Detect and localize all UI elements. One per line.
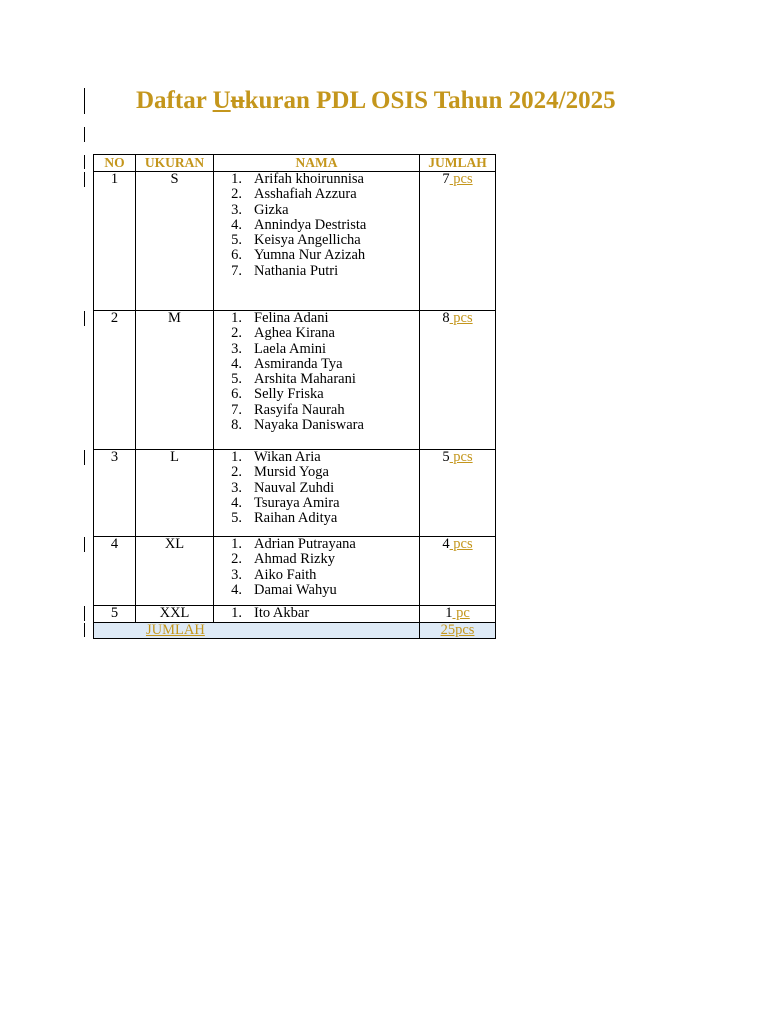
total-value: 25pcs [440,622,475,638]
row-unit: pcs [449,171,473,187]
names-list [214,311,419,433]
list-item [214,372,419,387]
list-item-name: Ito Akbar [254,605,310,621]
list-item-number: 2. [231,551,242,568]
list-item-name: Aiko Faith [254,566,317,583]
list-item-number: 7. [231,262,242,279]
list-item-name: Asshafiah Azzura [254,186,357,203]
change-bar [84,450,85,465]
list-item [214,496,419,511]
list-item-name: Annindya Destrista [254,216,367,233]
change-bar [84,155,85,169]
row-count: 1 [445,605,453,621]
list-item-name: Nathania Putri [254,262,339,279]
row-size: L [136,450,214,537]
list-item [214,403,419,418]
list-item-number: 5. [231,371,242,388]
header-row [94,155,496,172]
list-item-number: 5. [231,510,242,527]
row-number: 3 [94,450,136,537]
list-item-name: Yumna Nur Azizah [254,247,366,264]
list-item-number: 8. [231,417,242,434]
change-bar [84,537,85,552]
list-item-number: 4. [231,355,242,372]
list-item [214,387,419,402]
total-value-cell [420,623,496,639]
table-row [94,606,496,623]
list-item-number: 1. [231,171,242,187]
list-item [214,233,419,248]
change-bar [84,172,85,187]
row-number: 1 [94,172,136,311]
list-item-name: Mursid Yoga [254,464,329,481]
names-list [214,537,419,598]
list-item-name: Selly Friska [254,386,324,403]
table-row [94,172,496,311]
list-item [214,203,419,218]
table-row [94,450,496,537]
list-item [214,583,419,598]
list-item-number: 4. [231,494,242,511]
change-bar [84,127,85,142]
list-item-number: 1. [231,536,242,552]
document-title [136,86,616,116]
list-item [214,465,419,480]
list-item-name: Laela Amini [254,340,327,357]
row-unit: pcs [449,536,473,552]
row-size: XL [136,537,214,606]
list-item [214,568,419,583]
list-item [214,342,419,357]
table-row [94,537,496,606]
list-item-number: 6. [231,247,242,264]
list-item-number: 1. [231,449,242,465]
names-list [214,606,419,621]
list-item [214,606,419,621]
list-item [214,418,419,433]
list-item-number: 3. [231,201,242,218]
row-names-cell [214,606,420,623]
list-item-number: 3. [231,340,242,357]
header-jumlah: JUMLAH [420,155,496,172]
title-suffix: kuran PDL OSIS Tahun 2024/2025 [244,87,616,114]
list-item [214,481,419,496]
list-item-name: Tsuraya Amira [254,494,340,511]
list-item-name: Rasyifa Naurah [254,401,345,418]
list-item-name: Adrian Putrayana [254,536,356,552]
list-item-name: Raihan Aditya [254,510,338,527]
row-size: M [136,311,214,450]
header-nama: NAMA [214,155,420,172]
list-item [214,552,419,567]
list-item-number: 7. [231,401,242,418]
list-item-number: 2. [231,464,242,481]
row-names-cell [214,537,420,606]
names-list [214,450,419,526]
row-unit: pcs [449,449,473,465]
list-item [214,357,419,372]
list-item [214,326,419,341]
list-item-name: Wikan Aria [254,449,321,465]
list-item-number: 6. [231,386,242,403]
list-item [214,172,419,187]
list-item-name: Asmiranda Tya [254,355,343,372]
list-item-name: Felina Adani [254,310,329,326]
header-no: NO [94,155,136,172]
names-list [214,172,419,279]
list-item-number: 1. [231,605,242,621]
total-label-cell [94,623,420,639]
change-bar [84,88,85,114]
list-item-name: Gizka [254,201,289,218]
row-count: 8 [442,310,450,326]
list-item-name: Arifah khoirunnisa [254,171,364,187]
size-table [93,154,496,639]
list-item [214,248,419,263]
row-count-cell [420,311,496,450]
list-item-name: Ahmad Rizky [254,551,335,568]
list-item-number: 2. [231,186,242,203]
list-item [214,218,419,233]
list-item-number: 4. [231,581,242,598]
list-item-name: Keisya Angellicha [254,232,361,249]
change-bar [84,311,85,326]
list-item-number: 3. [231,479,242,496]
total-row [94,623,496,639]
list-item-number: 5. [231,232,242,249]
row-count: 5 [442,449,450,465]
list-item-number: 3. [231,566,242,583]
list-item [214,511,419,526]
list-item [214,450,419,465]
row-count: 4 [442,536,450,552]
row-number: 4 [94,537,136,606]
row-size: XXL [136,606,214,623]
row-size: S [136,172,214,311]
row-number: 5 [94,606,136,623]
row-unit: pcs [449,310,473,326]
title-deleted-char: u [230,87,245,114]
row-names-cell [214,172,420,311]
change-bar [84,623,85,637]
list-item [214,264,419,279]
total-label: JUMLAH [146,622,205,638]
title-prefix: Daftar [136,87,213,114]
row-names-cell [214,450,420,537]
list-item-name: Arshita Maharani [254,371,356,388]
row-number: 2 [94,311,136,450]
row-names-cell [214,311,420,450]
list-item-number: 2. [231,325,242,342]
row-count: 7 [442,171,450,187]
list-item [214,311,419,326]
change-bar [84,606,85,621]
title-inserted-char: U [212,87,231,114]
row-count-cell [420,172,496,311]
list-item-name: Nayaka Daniswara [254,417,364,434]
row-count-cell [420,537,496,606]
list-item-number: 1. [231,310,242,326]
list-item-name: Aghea Kirana [254,325,335,342]
list-item [214,187,419,202]
list-item-name: Nauval Zuhdi [254,479,335,496]
row-count-cell [420,450,496,537]
row-count-cell [420,606,496,623]
row-unit: pc [452,605,470,621]
list-item-number: 4. [231,216,242,233]
table-row [94,311,496,450]
list-item [214,537,419,552]
list-item-name: Damai Wahyu [254,581,337,598]
header-ukuran: UKURAN [136,155,214,172]
